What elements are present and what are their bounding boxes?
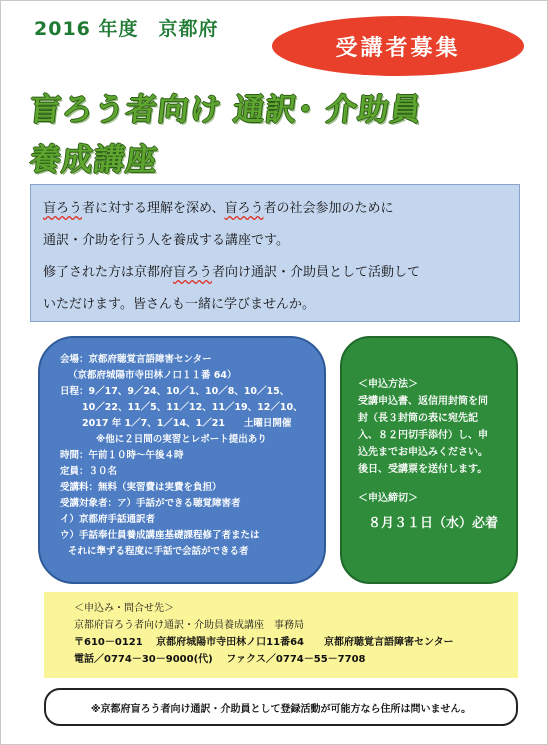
contact-heading: ＜申込み・問合せ先＞	[74, 603, 174, 614]
deadline-heading: ＜申込締切＞	[358, 493, 418, 504]
schedule-line-2: 10／22、11／5、11／12、11／19、12／10、	[82, 402, 303, 413]
fee: 受講料：無料（実習費は実費を負担）	[60, 482, 222, 493]
course-title-line1: 盲ろう者向け 通訳･ 介助員	[27, 92, 424, 128]
schedule-line-3: 2017 年 1／7、1／14、1／21 土曜日開催	[82, 418, 292, 429]
apply-method-2: 封（長３封筒の表に宛先記	[358, 413, 478, 424]
recruit-badge	[272, 16, 524, 76]
apply-method-3: 入、８２円切手添付）し、申	[358, 430, 488, 441]
apply-method-heading: ＜申込方法＞	[358, 379, 418, 390]
intro-line-4: いただけます。皆さんも一緒に学びませんか。	[43, 297, 315, 312]
header-year: 2016 年度 京都府	[34, 18, 219, 40]
intro-line-3	[43, 257, 507, 289]
intro-term: 盲ろう	[173, 265, 213, 280]
contact-phone: 電話／0774－30－9000(代) ファクス／0774－55－7708	[74, 654, 366, 665]
course-title-line2: 養成講座	[27, 142, 160, 178]
intro-term: 盲ろう	[224, 201, 264, 216]
target-2: イ）京都府手話通訳者	[60, 514, 156, 525]
residence-note-text: ※京都府盲ろう者向け通訳・介助員として登録活動が可能方なら住所は問いません。	[90, 703, 472, 715]
intro-term: 盲ろう	[43, 201, 83, 216]
intro-text: 修了された方は京都府	[43, 265, 174, 280]
intro-text: 者に対する理解を深め、	[82, 201, 225, 216]
apply-panel	[340, 336, 518, 584]
venue-address: （京都府城陽市寺田林ノ口１１番 64）	[68, 370, 237, 381]
capacity: 定員：３０名	[60, 466, 118, 477]
intro-line-1	[43, 193, 507, 225]
contact-office: 京都府盲ろう者向け通訳・介助員養成講座 事務局	[74, 620, 304, 631]
apply-method-1: 受講申込書、返信用封筒を同	[358, 396, 488, 407]
apply-method-5: 後日、受講票を送付します。	[358, 464, 488, 475]
deadline-date: ８月３１日（水）必着	[368, 516, 499, 531]
intro-text: 者の社会参加のために	[263, 201, 394, 216]
contact-address: 〒610－0121 京都府城陽市寺田林ノ口11番64 京都府聴覚言語障害センター	[74, 637, 454, 648]
spacer	[358, 478, 504, 490]
schedule-line-1: 日程：9／17、9／24、10／1、10／8、10／15、	[60, 386, 290, 397]
venue: 会場：京都府聴覚言語障害センター	[60, 354, 212, 365]
target-1: 受講対象者：ア）手話ができる聴覚障害者	[60, 498, 241, 509]
course-info-panel	[38, 336, 326, 584]
target-3: ウ）手話奉仕員養成講座基礎課程修了者または	[60, 530, 260, 541]
intro-text: 者向け通訳・介助員として活動して	[212, 265, 421, 280]
intro-box	[30, 184, 520, 322]
contact-box	[44, 592, 518, 678]
intro-line-2: 通訳・介助を行う人を養成する講座です。	[43, 233, 289, 248]
target-4: それに準ずる程度に手話で会話ができる者	[68, 546, 249, 557]
residence-note	[44, 688, 518, 726]
schedule-note: ※他に２日間の実習とレポート提出あり	[96, 434, 267, 445]
recruit-badge-label: 受講者募集	[335, 35, 461, 61]
apply-method-4: 込先までお申込みください。	[358, 447, 488, 458]
time: 時間：午前１０時～午後４時	[60, 450, 184, 461]
